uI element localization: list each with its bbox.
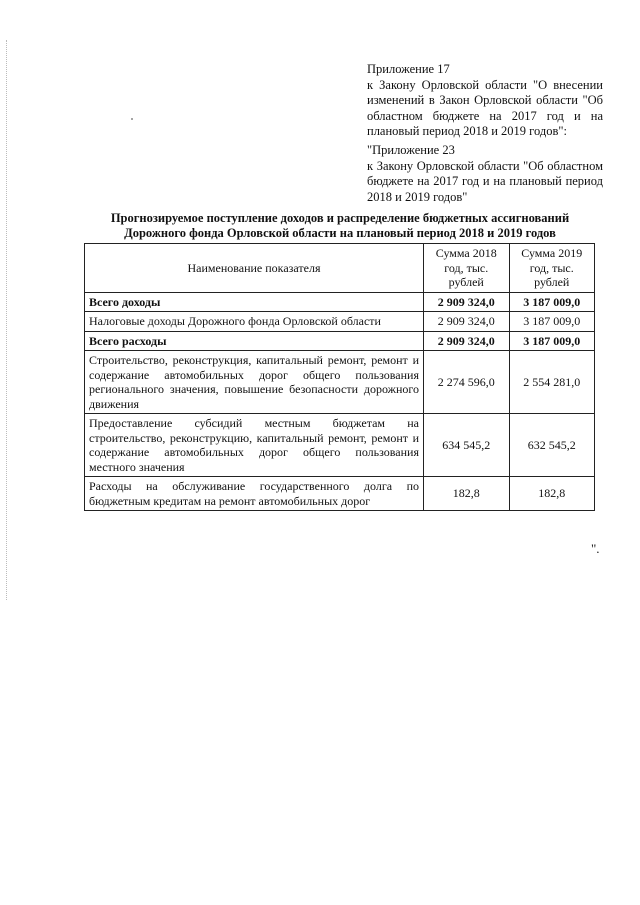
appendix-23-heading: "Приложение 23 [367, 143, 455, 157]
appendix-17-block [367, 62, 603, 140]
appendix-17-text: к Закону Орловской области "О внесении изменений в Закон Орловской области "Об областном бюджете на 2017 год и на плановый период 2018 и 2019 годов": [367, 77, 603, 138]
row-value-2018: 2 909 324,0 [424, 331, 510, 351]
row-name: Строительство, реконструкция, капитальный ремонт, ремонт и содержание автомобильных дорог общего пользования регионального значения, повышение безопасности дорожного движения [85, 351, 424, 414]
column-header-2019: Сумма 2019 год, тыс. рублей [509, 244, 595, 293]
table-row-debt-service [85, 477, 595, 511]
appendix-23-block [367, 143, 603, 205]
budget-table [84, 243, 595, 511]
row-value-2018: 182,8 [424, 477, 510, 511]
row-value-2018: 2 909 324,0 [424, 312, 510, 332]
row-value-2019: 2 554 281,0 [509, 351, 595, 414]
table-row-total-expenses [85, 331, 595, 351]
document-title: Прогнозируемое поступление доходов и распределение бюджетных ассигнований Дорожного фонда Орловской области на плановый период 2018 и 2019 годов [110, 211, 570, 240]
row-value-2018: 2 909 324,0 [424, 292, 510, 312]
closing-quote-mark: ". [591, 541, 600, 556]
appendix-23-text: к Закону Орловской области "Об областном бюджете на 2017 год и на плановый период 2018 и 2019 годов" [367, 158, 603, 204]
row-name: Налоговые доходы Дорожного фонда Орловской области [85, 312, 424, 332]
scan-speck [131, 118, 133, 120]
row-value-2018: 634 545,2 [424, 414, 510, 477]
column-header-name: Наименование показателя [85, 244, 424, 293]
row-value-2019: 3 187 009,0 [509, 312, 595, 332]
row-name: Всего расходы [85, 331, 424, 351]
table-row-local-subsidies [85, 414, 595, 477]
table-row-total-income [85, 292, 595, 312]
table-row-tax-income [85, 312, 595, 332]
row-value-2019: 632 545,2 [509, 414, 595, 477]
table-row-road-construction [85, 351, 595, 414]
column-header-2018: Сумма 2018 год, тыс. рублей [424, 244, 510, 293]
row-value-2019: 3 187 009,0 [509, 331, 595, 351]
row-value-2018: 2 274 596,0 [424, 351, 510, 414]
row-name: Всего доходы [85, 292, 424, 312]
row-name: Предоставление субсидий местным бюджетам на строительство, реконструкцию, капитальный ремонт, ремонт и содержание автомобильных дорог общего пользования местного значения [85, 414, 424, 477]
row-value-2019: 182,8 [509, 477, 595, 511]
appendix-17-heading: Приложение 17 [367, 62, 450, 76]
row-name: Расходы на обслуживание государственного долга по бюджетным кредитам на ремонт автомобильных дорог [85, 477, 424, 511]
scan-edge [6, 40, 8, 600]
row-value-2019: 3 187 009,0 [509, 292, 595, 312]
table-header-row [85, 244, 595, 293]
